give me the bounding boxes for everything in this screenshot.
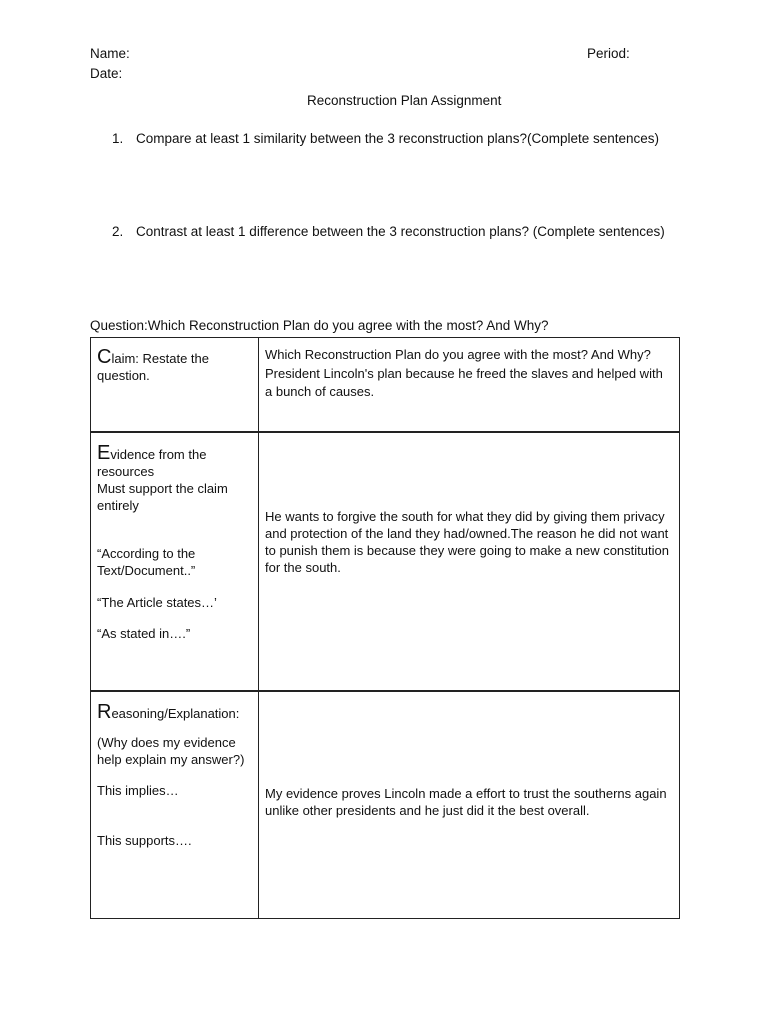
reasoning-prompt: (Why does my evidence help explain my answer?) [97,734,245,767]
evidence-requirement: Must support the claim entirely [97,480,228,513]
evidence-label-cell [91,432,259,691]
evidence-answer-cell [259,432,680,691]
evidence-answer: He wants to forgive the south for what they did by giving them privacy and protection of the land they had/owned.The reason he did not want to punish them is because they were going to make a new constitution for the south. [265,509,669,575]
question-1-text: Compare at least 1 similarity between the 3 reconstruction plans?(Complete sentences) [136,131,660,146]
main-question: Question:Which Reconstruction Plan do you agree with the most? And Why? [90,318,549,333]
claim-label-cell [91,338,259,432]
reasoning-row [91,691,680,919]
date-label: Date: [90,66,123,81]
evidence-label: vidence from the resources [97,446,207,479]
question-2-text: Contrast at least 1 difference between the 3 reconstruction plans? (Complete sentences) [136,224,665,239]
reasoning-label-cell [91,691,259,919]
claim-answer: Which Reconstruction Plan do you agree with the most? And Why? President Lincoln's plan because he freed the slaves and helped with a bunch of causes. [265,347,663,399]
evidence-stem-article: “The Article states…’ [97,594,217,610]
evidence-stem-stated: “As stated in….” [97,625,191,641]
reasoning-answer: My evidence proves Lincoln made a effort to trust the southerns again unlike other presidents and he just did it the best overall. [265,785,667,818]
document-title: Reconstruction Plan Assignment [307,93,502,108]
reasoning-stem-supports: This supports…. [97,832,192,848]
name-label: Name: [90,46,130,61]
question-2 [112,224,665,239]
period-label: Period: [587,46,630,61]
claim-row [91,338,680,432]
question-2-number: 2. [112,224,124,239]
claim-label: laim: Restate the question. [97,351,209,383]
claim-answer-cell [259,338,680,432]
reasoning-label: easoning/Explanation: [111,705,240,721]
reasoning-answer-cell [259,691,680,919]
reasoning-initial: R [97,700,112,723]
evidence-row [91,432,680,691]
cer-table [90,337,680,919]
evidence-initial: E [97,441,111,464]
claim-initial: C [97,346,112,368]
question-1 [112,131,659,146]
evidence-stem-according: “According to the Text/Document..” [97,545,196,578]
question-1-number: 1. [112,131,124,146]
reasoning-stem-implies: This implies… [97,782,179,798]
